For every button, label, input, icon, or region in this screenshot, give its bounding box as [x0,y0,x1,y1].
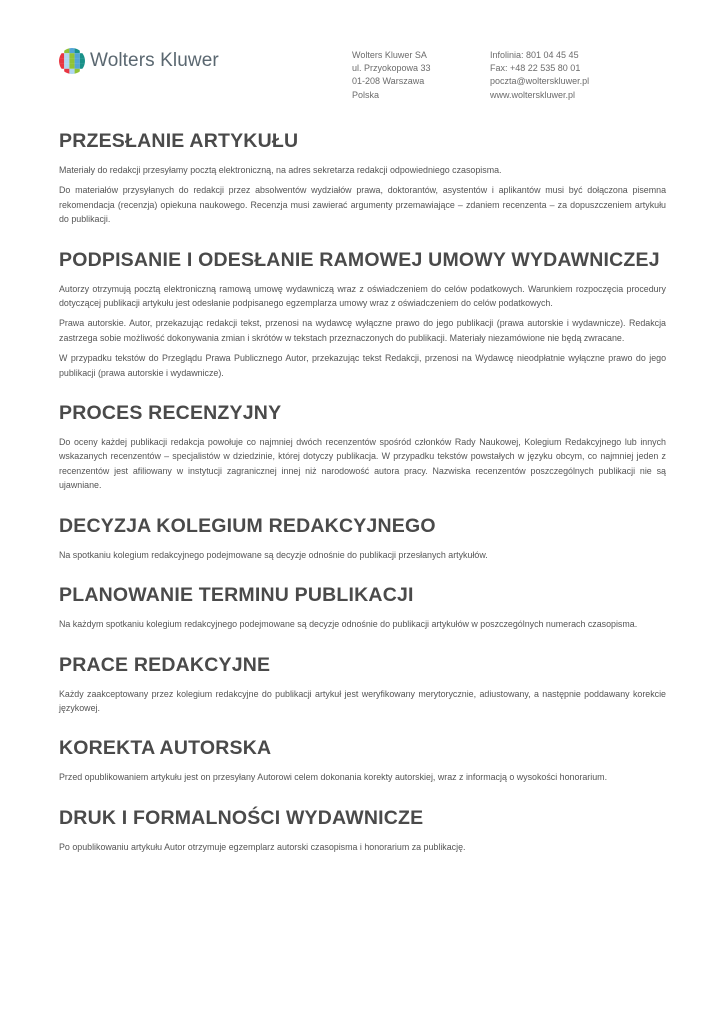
section-heading: PRACE REDAKCYJNE [59,653,271,676]
section-paragraph: Po opublikowaniu artykułu Autor otrzymuje egzemplarz autorski czasopisma i honorarium za publikację. [59,841,466,852]
section-paragraph: Przed opublikowaniem artykułu jest on przesyłany Autorowi celem dokonania korekty autorskiej, wraz z informacją o wysokości honorarium. [59,772,608,783]
section-paragraph: Do oceny każdej publikacji redakcja powołuje co najmniej dwóch recenzentów spośród członków Rady Naukowej, Kolegium Redakcyjnego lub innych wskazanych recenzentów – specjalistów w dziedzinie, której dotyczy publikacja. W przypadku tekstów powstałych w języku obcym, co najmniej jeden z recenzentów jest afiliowany w instytucji zagranicznej innej niż narodowość autora pracy. Nazwiska recenzentów poszczególnych publikacji nie są ujawniane. [59,437,666,491]
section-editing [59,654,666,716]
address-line: ul. Przyokopowa 33 [352,63,431,74]
section-heading: PODPISANIE I ODESŁANIE RAMOWEJ UMOWY WYDAWNICZEJ [59,248,660,271]
wolters-kluwer-logo-icon [59,48,85,74]
section-heading: DECYZJA KOLEGIUM REDAKCYJNEGO [59,514,436,537]
company-logo [59,48,219,74]
fax-line: Fax: +48 22 535 80 01 [490,63,581,74]
logo-text: Wolters Kluwer [90,50,219,71]
section-printing [59,807,666,854]
section-contract [59,249,666,380]
section-paragraph: W przypadku tekstów do Przeglądu Prawa Publicznego Autor, przekazując tekst Redakcji, przenosi na Wydawcę nieodpłatnie wyłączne prawo do jego publikacji (prawa autorskie i wydawnicze). [59,353,666,378]
section-paragraph: Prawa autorskie. Autor, przekazując redakcji tekst, przenosi na wydawcę wyłączne prawo do jego publikacji (prawa autorskie i wydawnicze). Redakcja zastrzega sobie możliwość dokonywania zmian i skrótów w tekstach przeznaczonych do publikacji. Materiały niezamówione nie będą zwracane. [59,318,666,343]
section-paragraph: Materiały do redakcji przesyłamy pocztą elektroniczną, na adres sekretarza redakcji odpowiedniego czasopisma. [59,165,502,175]
section-paragraph: Na każdym spotkaniu kolegium redakcyjnego podejmowane są decyzje odnośnie do publikacji artykułów w poszczególnych numerach czasopisma. [59,619,638,630]
section-editorial-decision [59,515,666,562]
section-submission [59,130,666,227]
company-contact [490,49,589,102]
section-heading: PLANOWANIE TERMINU PUBLIKACJI [59,584,414,607]
address-line: 01-208 Warszawa [352,76,425,87]
letterhead [59,44,679,114]
section-heading: DRUK I FORMALNOŚCI WYDAWNICZE [59,806,424,829]
website-line: www.wolterskluwer.pl [490,89,576,100]
address-line: Wolters Kluwer SA [352,50,427,60]
section-heading: KOREKTA AUTORSKA [59,737,272,760]
section-paragraph: Autorzy otrzymują pocztą elektroniczną ramową umowę wydawniczą wraz z oświadczeniem do celów podatkowych. Warunkiem rozpoczęcia procedury dotyczącej publikacji artykułu jest odesłanie podpisanego egzemplarza umowy wraz z oświadczeniem do celów podatkowych. [59,283,666,309]
email-line: poczta@wolterskluwer.pl [490,76,590,87]
section-paragraph: Na spotkaniu kolegium redakcyjnego podejmowane są decyzje odnośnie do publikacji przesłanych artykułów. [59,549,488,560]
section-heading: PRZESŁANIE ARTYKUŁU [59,130,299,152]
section-paragraph: Do materiałów przysyłanych do redakcji przez absolwentów wydziałów prawa, doktorantów, asystentów i aplikantów musi być dołączona pisemna rekomendacja (recenzja) opiekuna naukowego. Recenzja musi zawierać argumenty przemawiające – zdaniem recenzenta – za dopuszczeniem artykułu do publikacji. [59,185,666,225]
company-address [352,49,431,102]
phone-line: Infolinia: 801 04 45 45 [490,50,579,60]
section-scheduling [59,584,666,631]
address-line: Polska [352,89,380,100]
section-heading: PROCES RECENZYJNY [59,402,282,425]
section-paragraph: Każdy zaakceptowany przez kolegium redakcyjne do publikacji artykuł jest weryfikowany merytorycznie, adiustowany, a następnie poddawany korekcie językowej. [59,688,666,713]
section-review [59,402,666,493]
section-proofreading [59,737,666,784]
document-body [59,130,666,860]
